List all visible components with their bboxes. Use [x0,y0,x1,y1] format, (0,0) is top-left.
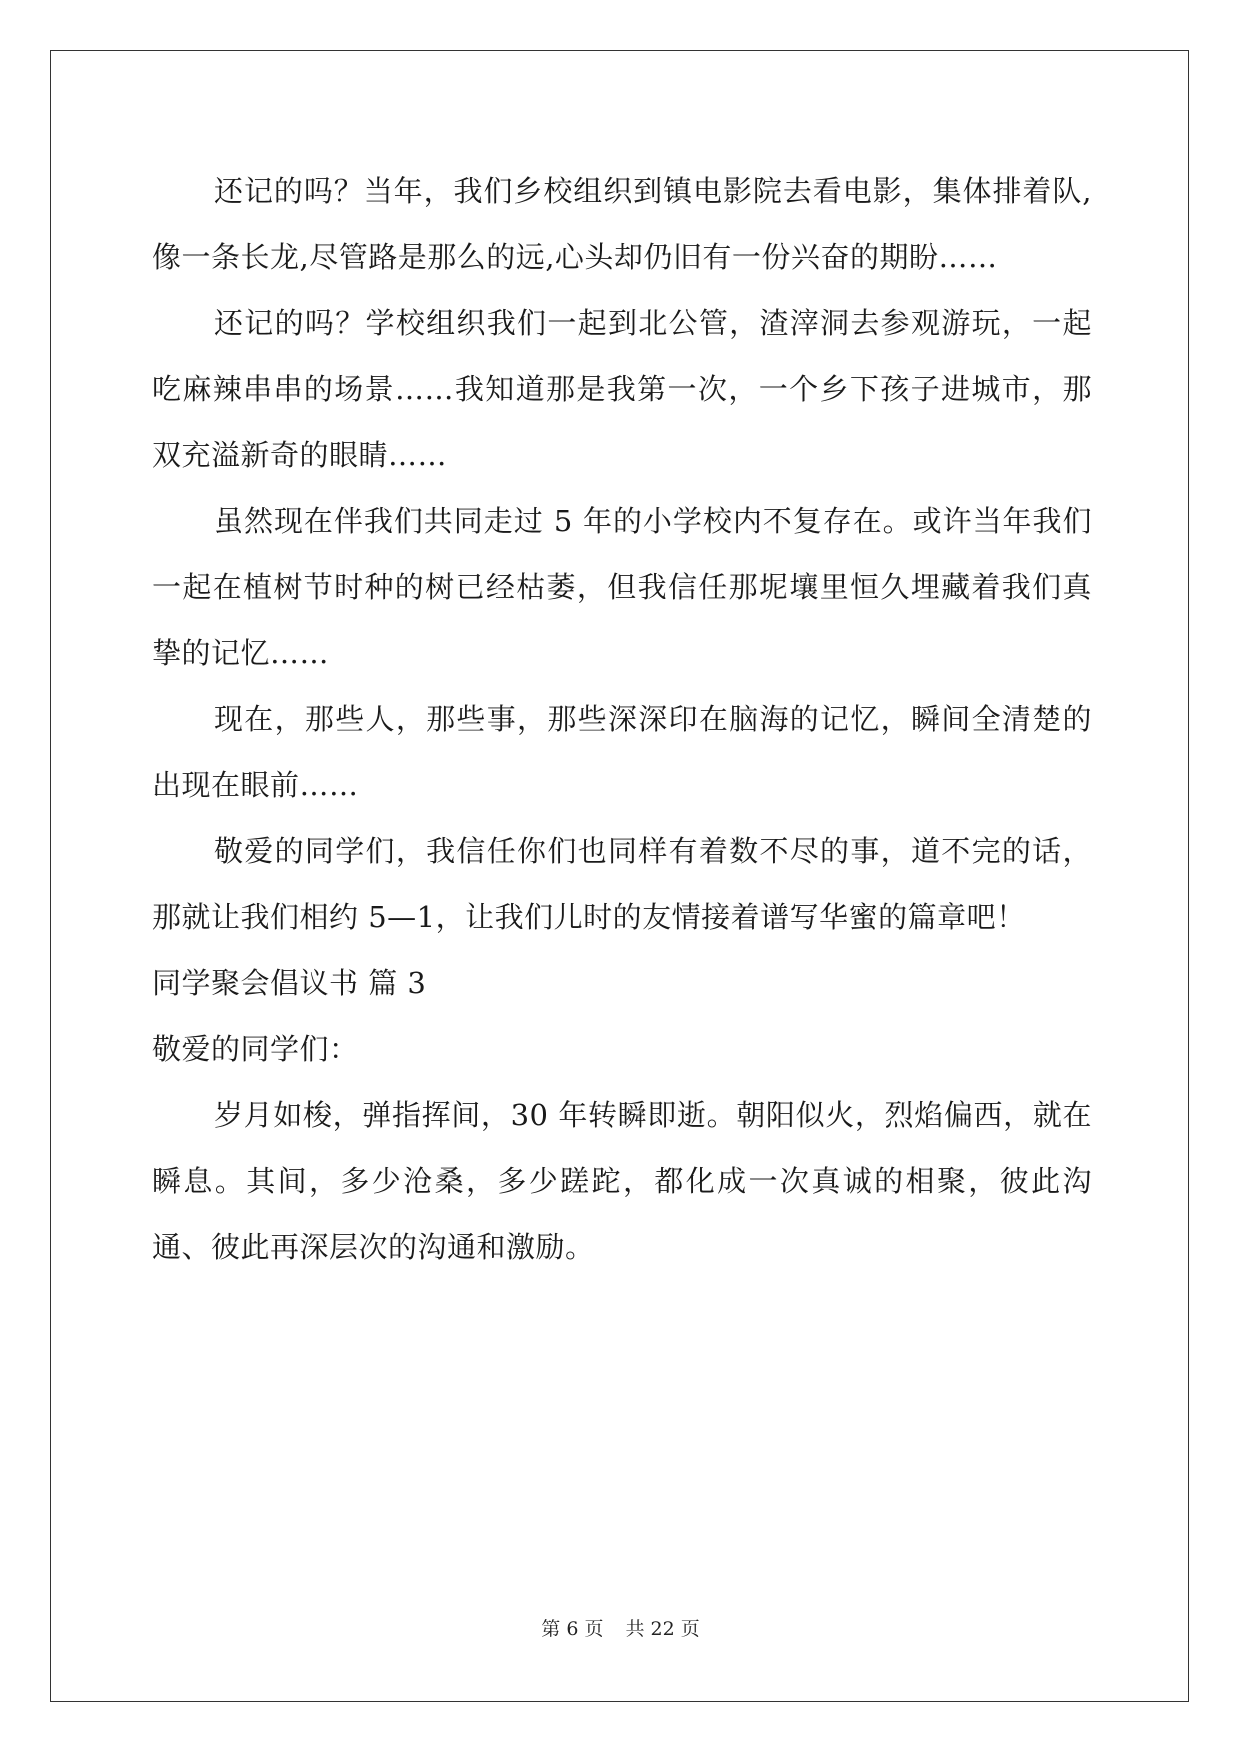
page-number: 第 6 页 [541,1618,604,1640]
paragraph-6: 岁月如梭，弹指挥间，30 年转瞬即逝。朝阳似火，烈焰偏西，就在瞬息。其间，多少沧桑，多少蹉跎，都化成一次真诚的相聚，彼此沟通、彼此再深层次的沟通和激励。 [152,1098,1092,1264]
paragraph-3: 虽然现在伴我们共同走过 5 年的小学校内不复存在。或许当年我们一起在植树节时种的树已经枯萎，但我信任那坭壤里恒久埋藏着我们真挚的记忆…… [152,504,1092,670]
paragraph-5: 敬爱的同学们，我信任你们也同样有着数不尽的事，道不完的话，那就让我们相约 5—1，让我们儿时的友情接着谱写华蜜的篇章吧！ [152,834,1092,934]
paragraph-1: 还记的吗？当年，我们乡校组织到镇电影院去看电影，集体排着队,像一条长龙,尽管路是那么的远,心头却仍旧有一份兴奋的期盼…… [152,174,1092,274]
section-heading: 同学聚会倡议书 篇 3 [152,966,427,1000]
page-total: 共 22 页 [625,1618,700,1640]
paragraph-4: 现在，那些人，那些事，那些深深印在脑海的记忆，瞬间全清楚的出现在眼前…… [152,702,1092,802]
salutation: 敬爱的同学们： [152,1032,359,1066]
page-footer [0,1614,1241,1641]
document-body [152,158,1092,1280]
paragraph-2: 还记的吗？学校组织我们一起到北公管，渣滓洞去参观游玩，一起吃麻辣串串的场景……我知道那是我第一次，一个乡下孩子进城市，那双充溢新奇的眼睛…… [152,306,1092,472]
